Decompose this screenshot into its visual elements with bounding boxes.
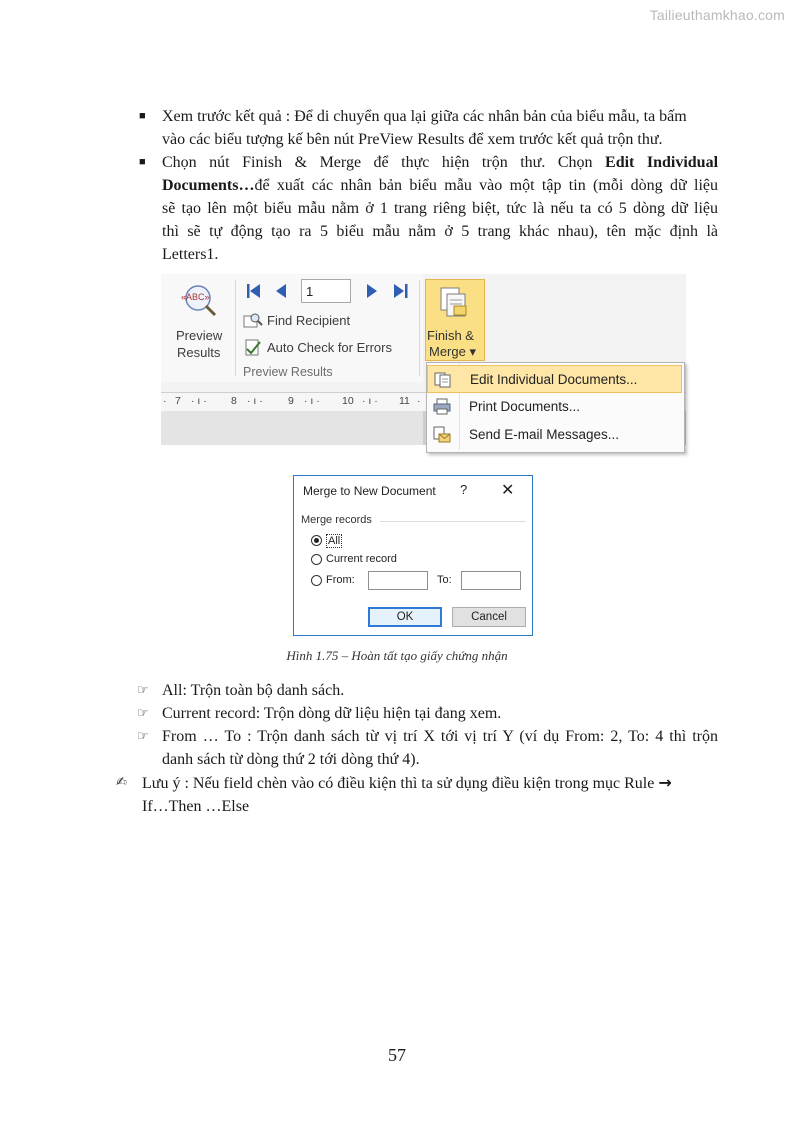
ruler-mark: 10: [342, 395, 354, 407]
text-line: Lưu ý : Nếu field chèn vào có điều kiện thì ta sử dụng điều kiện trong mục Rule: [142, 775, 655, 792]
ruler-tick: ·: [163, 395, 167, 407]
ruler-tick: ·: [417, 395, 421, 407]
first-record-icon[interactable]: [247, 284, 261, 298]
menu-item-label: Edit Individual Documents...: [470, 372, 638, 387]
last-record-icon[interactable]: [394, 284, 408, 298]
dialog-title: Merge to New Document: [303, 484, 436, 498]
record-number-input[interactable]: 1: [301, 279, 351, 303]
ruler-mark: 11: [399, 395, 410, 407]
from-input[interactable]: [368, 571, 428, 590]
tip-note: [142, 771, 722, 818]
ruler-tick: · ı ·: [191, 395, 207, 407]
radio-current-record[interactable]: [311, 554, 322, 565]
finish-label: Finish &: [427, 328, 474, 343]
email-icon: [433, 426, 451, 443]
note-current-record: [162, 702, 722, 725]
to-input[interactable]: [461, 571, 521, 590]
find-recipient-button[interactable]: [243, 310, 403, 332]
next-record-icon[interactable]: [366, 284, 378, 298]
pointing-hand-icon: ☞: [137, 706, 149, 721]
text-line: vào các biểu tượng kế bên nút PreView Results để xem trước kết quả trộn thư.: [162, 131, 663, 148]
ruler-mark: 8: [231, 395, 237, 407]
note-all: [162, 679, 722, 702]
pointing-hand-icon: ☞: [137, 729, 149, 744]
radio-from-label: From:: [326, 574, 355, 586]
bold-text: Documents…: [162, 177, 255, 194]
ruler-mark: 7: [175, 395, 181, 407]
note-from-to: [162, 725, 718, 771]
text-line: If…Then …Else: [142, 798, 250, 815]
abc-label: «ABC»: [181, 292, 210, 302]
auto-check-label: Auto Check for Errors: [267, 340, 392, 355]
finish-label: Merge ▾: [429, 344, 476, 359]
text-line: From … To : Trộn danh sách từ vị trí X tới vị trí Y (ví dụ From: 2, To: 4 thì trộn: [162, 728, 718, 745]
bullet-paragraph-1: [162, 105, 718, 151]
ruler-tick: · ı ·: [247, 395, 263, 407]
bullet-square-icon: ■: [139, 110, 146, 122]
auto-check-errors-button[interactable]: [243, 337, 418, 359]
finish-merge-button[interactable]: [425, 279, 485, 361]
menu-item-edit-individual[interactable]: [427, 365, 682, 393]
merge-records-group-label: Merge records: [301, 514, 372, 526]
text-line: All: Trộn toàn bộ danh sách.: [162, 682, 345, 699]
text-line: danh sách từ dòng thứ 2 tới dòng thứ 4).: [162, 751, 420, 768]
ruler-tick: · ı ·: [304, 395, 320, 407]
menu-item-label: Send E-mail Messages...: [469, 427, 620, 442]
auto-check-icon: [243, 339, 263, 357]
find-recipient-label: Find Recipient: [267, 313, 351, 328]
ruler-tick: · ı ·: [362, 395, 378, 407]
close-icon[interactable]: ✕: [501, 482, 515, 499]
previous-record-icon[interactable]: [275, 284, 287, 298]
edit-documents-icon: [434, 371, 452, 388]
text-line: Chọn nút Finish & Merge để thực hiện trộn thư. Chọn: [162, 154, 593, 171]
text-line: sẽ tạo lên một biểu mẫu nằm ở 1 trang riêng biệt, tức là nếu ta có 5 dòng dữ liệu: [162, 200, 718, 217]
preview-label: Results: [177, 345, 221, 360]
radio-current-label: Current record: [326, 553, 397, 565]
bullet-paragraph-2: [162, 151, 718, 266]
merge-to-new-document-dialog: [293, 475, 533, 636]
ruler-mark: 9: [288, 395, 294, 407]
radio-all-label: All: [328, 535, 341, 547]
watermark: Tailieuthamkhao.com: [649, 7, 785, 23]
text-line: Xem trước kết quả : Để di chuyển qua lại giữa các nhân bản của biểu mẫu, ta bấm: [162, 108, 687, 125]
text-line: Letters1.: [162, 246, 219, 263]
right-arrow-icon: →: [658, 773, 672, 792]
text-line: thì sẽ tự động tạo ra 5 biểu mẫu nằm ở 5 trang khác nhau), tên mặc định là: [162, 223, 718, 240]
menu-item-send-email[interactable]: [427, 421, 682, 449]
preview-results-button[interactable]: [169, 280, 229, 364]
menu-item-print-documents[interactable]: [427, 393, 682, 421]
printer-icon: [433, 398, 451, 415]
radio-from[interactable]: [311, 575, 322, 586]
help-icon[interactable]: ?: [460, 482, 468, 497]
preview-label: Preview: [176, 328, 223, 343]
finish-merge-menu: [426, 362, 685, 453]
pointing-hand-icon: ☞: [137, 683, 149, 698]
bullet-square-icon: ■: [139, 156, 146, 168]
finish-merge-icon: [439, 286, 469, 320]
menu-item-label: Print Documents...: [469, 399, 581, 414]
page-number: 57: [388, 1045, 406, 1065]
writing-hand-icon: ✍: [116, 775, 127, 790]
radio-all[interactable]: [311, 535, 322, 546]
ok-button[interactable]: OK: [368, 607, 442, 627]
bold-text: Edit Individual: [605, 154, 719, 171]
cancel-button[interactable]: Cancel: [452, 607, 526, 627]
text-line: để xuất các nhân bản biểu mẫu vào một tập tin (mỗi dòng dữ liệu: [254, 177, 718, 194]
text-line: Current record: Trộn dòng dữ liệu hiện tại đang xem.: [162, 705, 502, 722]
group-label: Preview Results: [243, 365, 333, 379]
figure-caption: Hình 1.75 – Hoàn tất tạo giấy chứng nhận: [286, 648, 508, 663]
find-recipient-icon: [243, 312, 263, 330]
to-label: To:: [437, 574, 452, 586]
